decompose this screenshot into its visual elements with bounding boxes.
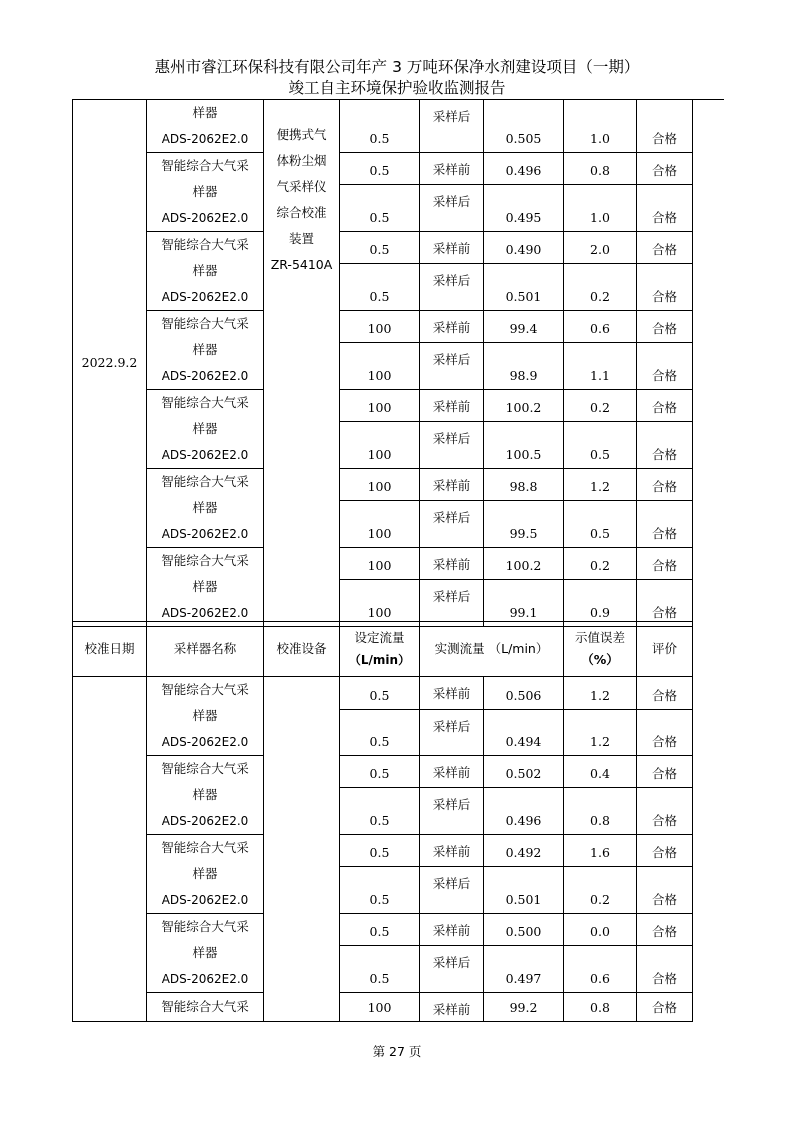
evaluation-cell: 合格 — [637, 677, 693, 710]
device-line: 综合校准 — [276, 205, 327, 220]
evaluation-cell: 合格 — [637, 469, 693, 501]
set-flow-cell: 0.5 — [340, 946, 420, 993]
evaluation-cell: 合格 — [637, 867, 693, 914]
error-cell: 0.2 — [564, 264, 637, 311]
sampler-name-line: ADS-2062E2.0 — [161, 893, 249, 907]
evaluation-cell: 合格 — [637, 153, 693, 185]
set-flow-cell: 100 — [340, 580, 420, 627]
stage-cell: 采样后 — [420, 422, 484, 469]
sampler-name-cell — [147, 390, 264, 469]
sampler-name-cell — [147, 914, 264, 993]
set-flow-cell: 0.5 — [340, 867, 420, 914]
table-row — [73, 835, 693, 867]
evaluation-cell: 合格 — [637, 501, 693, 548]
set-flow-cell: 0.5 — [340, 185, 420, 232]
header-set-flow: 设定流量 （L/min） — [340, 622, 420, 677]
measured-flow-cell: 0.494 — [484, 710, 564, 756]
calibration-device-cell — [264, 100, 340, 627]
sampler-name-line: 智能综合大气采 — [161, 553, 249, 568]
sampler-name-line: ADS-2062E2.0 — [161, 369, 249, 383]
sampler-name-line: 智能综合大气采 — [161, 237, 249, 252]
set-flow-cell: 0.5 — [340, 100, 420, 153]
stage-cell: 采样前 — [420, 311, 484, 343]
measured-flow-cell: 99.2 — [484, 993, 564, 1022]
device-line: ZR-5410A — [270, 257, 333, 272]
measured-flow-cell: 100.5 — [484, 422, 564, 469]
calibration-table-top — [72, 99, 693, 627]
sampler-name-line: 智能综合大气采 — [161, 682, 249, 697]
error-cell: 0.8 — [564, 153, 637, 185]
sampler-name-line: 样器 — [192, 105, 218, 120]
error-cell: 0.2 — [564, 548, 637, 580]
error-cell: 0.2 — [564, 867, 637, 914]
set-flow-cell: 0.5 — [340, 788, 420, 835]
sampler-name-line: ADS-2062E2.0 — [161, 290, 249, 304]
device-line: 体粉尘烟 — [276, 153, 327, 168]
evaluation-cell: 合格 — [637, 756, 693, 788]
sampler-name-line: ADS-2062E2.0 — [161, 132, 249, 146]
error-cell: 0.5 — [564, 422, 637, 469]
stage-cell: 采样后 — [420, 710, 484, 756]
table-row — [73, 993, 693, 1022]
sampler-name-cell — [147, 677, 264, 756]
error-cell: 0.4 — [564, 756, 637, 788]
error-cell: 1.6 — [564, 835, 637, 867]
sampler-name-line: 样器 — [192, 342, 218, 357]
sampler-name-line: 智能综合大气采 — [161, 999, 249, 1014]
measured-flow-cell: 0.497 — [484, 946, 564, 993]
header-error: 示值误差 （%） — [564, 622, 637, 677]
error-cell: 1.1 — [564, 343, 637, 390]
evaluation-cell: 合格 — [637, 264, 693, 311]
set-flow-cell: 0.5 — [340, 677, 420, 710]
sampler-name-line: 样器 — [192, 421, 218, 436]
set-flow-cell: 100 — [340, 343, 420, 390]
measured-flow-cell: 0.500 — [484, 914, 564, 946]
error-cell: 2.0 — [564, 232, 637, 264]
evaluation-cell: 合格 — [637, 914, 693, 946]
evaluation-cell: 合格 — [637, 946, 693, 993]
measured-flow-cell: 100.2 — [484, 390, 564, 422]
sampler-name-line: ADS-2062E2.0 — [161, 606, 249, 620]
set-flow-cell: 0.5 — [340, 756, 420, 788]
measured-flow-cell: 0.492 — [484, 835, 564, 867]
sampler-name-cell — [147, 548, 264, 627]
sampler-name-line: ADS-2062E2.0 — [161, 814, 249, 828]
error-cell: 1.2 — [564, 677, 637, 710]
stage-cell: 采样后 — [420, 788, 484, 835]
sampler-name-line: 样器 — [192, 500, 218, 515]
set-flow-cell: 100 — [340, 548, 420, 580]
calibration-date-cell — [73, 677, 147, 1022]
sampler-name-line: 智能综合大气采 — [161, 474, 249, 489]
table-row — [73, 311, 693, 343]
error-cell: 0.2 — [564, 390, 637, 422]
measured-flow-cell: 0.502 — [484, 756, 564, 788]
set-flow-cell: 100 — [340, 422, 420, 469]
set-flow-cell: 100 — [340, 311, 420, 343]
set-flow-cell: 100 — [340, 501, 420, 548]
set-flow-cell: 100 — [340, 993, 420, 1022]
set-flow-cell: 100 — [340, 469, 420, 501]
measured-flow-cell: 99.4 — [484, 311, 564, 343]
stage-cell: 采样后 — [420, 185, 484, 232]
sampler-name-cell — [147, 232, 264, 311]
sampler-name-line: 样器 — [192, 263, 218, 278]
set-flow-cell: 0.5 — [340, 914, 420, 946]
measured-flow-cell: 0.501 — [484, 264, 564, 311]
report-title-line1: 惠州市睿江环保科技有限公司年产 3 万吨环保净水剂建设项目（一期） — [154, 58, 640, 76]
evaluation-cell: 合格 — [637, 185, 693, 232]
header-device: 校准设备 — [264, 622, 340, 677]
table-row — [73, 548, 693, 580]
stage-cell: 采样前 — [420, 756, 484, 788]
error-cell: 0.8 — [564, 788, 637, 835]
error-cell: 0.0 — [564, 914, 637, 946]
set-flow-cell: 0.5 — [340, 264, 420, 311]
stage-cell: 采样前 — [420, 232, 484, 264]
evaluation-cell: 合格 — [637, 788, 693, 835]
stage-cell: 采样后 — [420, 946, 484, 993]
measured-flow-cell: 0.495 — [484, 185, 564, 232]
calibration-device-cell — [264, 677, 340, 1022]
page-number: 第 27 页 — [372, 1044, 422, 1059]
sampler-name-cell — [147, 993, 264, 1022]
sampler-name-line: 样器 — [192, 945, 218, 960]
measured-flow-cell: 0.490 — [484, 232, 564, 264]
stage-cell: 采样后 — [420, 867, 484, 914]
measured-flow-cell: 98.8 — [484, 469, 564, 501]
calibration-table-header — [72, 621, 693, 677]
calibration-date-cell: 2022.9.2 — [73, 100, 147, 627]
table-row — [73, 469, 693, 501]
table-row — [73, 677, 693, 710]
sampler-name-line: 智能综合大气采 — [161, 316, 249, 331]
stage-cell: 采样后 — [420, 100, 484, 153]
table-row — [73, 232, 693, 264]
error-cell: 0.6 — [564, 311, 637, 343]
stage-cell: 采样后 — [420, 264, 484, 311]
stage-cell: 采样后 — [420, 501, 484, 548]
set-flow-cell: 100 — [340, 390, 420, 422]
error-cell: 0.5 — [564, 501, 637, 548]
set-flow-cell: 0.5 — [340, 710, 420, 756]
measured-flow-cell: 0.496 — [484, 788, 564, 835]
measured-flow-cell: 0.506 — [484, 677, 564, 710]
evaluation-cell: 合格 — [637, 548, 693, 580]
table-row — [73, 756, 693, 788]
error-cell: 0.6 — [564, 946, 637, 993]
stage-cell: 采样前 — [420, 677, 484, 710]
set-flow-cell: 0.5 — [340, 835, 420, 867]
error-cell: 1.2 — [564, 710, 637, 756]
stage-cell: 采样前 — [420, 469, 484, 501]
sampler-name-line: 智能综合大气采 — [161, 919, 249, 934]
sampler-name-line: 智能综合大气采 — [161, 158, 249, 173]
evaluation-cell: 合格 — [637, 422, 693, 469]
set-flow-cell: 0.5 — [340, 232, 420, 264]
measured-flow-cell: 99.5 — [484, 501, 564, 548]
evaluation-cell: 合格 — [637, 232, 693, 264]
measured-flow-cell: 99.1 — [484, 580, 564, 627]
sampler-name-line: 智能综合大气采 — [161, 395, 249, 410]
device-line: 便携式气 — [276, 127, 327, 142]
error-cell: 1.2 — [564, 469, 637, 501]
table-row — [73, 390, 693, 422]
device-text — [264, 100, 339, 278]
sampler-name-line: 样器 — [192, 184, 218, 199]
sampler-name-line: 智能综合大气采 — [161, 840, 249, 855]
stage-cell: 采样前 — [420, 993, 484, 1022]
stage-cell: 采样前 — [420, 390, 484, 422]
measured-flow-cell: 0.496 — [484, 153, 564, 185]
sampler-name-cell — [147, 153, 264, 232]
evaluation-cell: 合格 — [637, 390, 693, 422]
measured-flow-cell: 98.9 — [484, 343, 564, 390]
sampler-name-line: 样器 — [192, 579, 218, 594]
sampler-name-line: 样器 — [192, 708, 218, 723]
measured-flow-cell: 0.501 — [484, 867, 564, 914]
sampler-name-line: ADS-2062E2.0 — [161, 211, 249, 225]
set-flow-cell: 0.5 — [340, 153, 420, 185]
measured-flow-cell: 0.505 — [484, 100, 564, 153]
table-row — [73, 100, 693, 153]
stage-cell: 采样前 — [420, 914, 484, 946]
evaluation-cell: 合格 — [637, 580, 693, 627]
header-eval: 评价 — [637, 622, 693, 677]
sampler-name-cell — [147, 311, 264, 390]
sampler-name-line: 样器 — [192, 787, 218, 802]
evaluation-cell: 合格 — [637, 311, 693, 343]
sampler-name-line: ADS-2062E2.0 — [161, 972, 249, 986]
evaluation-cell: 合格 — [637, 710, 693, 756]
sampler-name-line: ADS-2062E2.0 — [161, 527, 249, 541]
error-cell: 0.9 — [564, 580, 637, 627]
error-cell: 0.8 — [564, 993, 637, 1022]
evaluation-cell: 合格 — [637, 343, 693, 390]
stage-cell: 采样前 — [420, 548, 484, 580]
stage-cell: 采样前 — [420, 835, 484, 867]
report-title-line2: 竣工自主环境保护验收监测报告 — [288, 79, 506, 97]
device-line: 装置 — [288, 231, 314, 246]
sampler-name-line: ADS-2062E2.0 — [161, 735, 249, 749]
sampler-name-line: 样器 — [192, 866, 218, 881]
table-row — [73, 153, 693, 185]
stage-cell: 采样后 — [420, 580, 484, 627]
evaluation-cell: 合格 — [637, 100, 693, 153]
header-date: 校准日期 — [73, 622, 147, 677]
header-measured-flow: 实测流量 （L/min） — [420, 622, 564, 677]
sampler-name-line: 智能综合大气采 — [161, 761, 249, 776]
device-line: 气采样仪 — [276, 179, 327, 194]
error-cell: 1.0 — [564, 100, 637, 153]
error-cell: 1.0 — [564, 185, 637, 232]
stage-cell: 采样前 — [420, 153, 484, 185]
stage-cell: 采样后 — [420, 343, 484, 390]
measured-flow-cell: 100.2 — [484, 548, 564, 580]
evaluation-cell: 合格 — [637, 993, 693, 1022]
table-row — [73, 914, 693, 946]
sampler-name-cell — [147, 835, 264, 914]
evaluation-cell: 合格 — [637, 835, 693, 867]
sampler-name-line: ADS-2062E2.0 — [161, 448, 249, 462]
sampler-name-cell — [147, 756, 264, 835]
sampler-name-cell — [147, 100, 264, 153]
header-sampler: 采样器名称 — [147, 622, 264, 677]
sampler-name-cell — [147, 469, 264, 548]
calibration-table-bottom — [72, 676, 693, 1022]
